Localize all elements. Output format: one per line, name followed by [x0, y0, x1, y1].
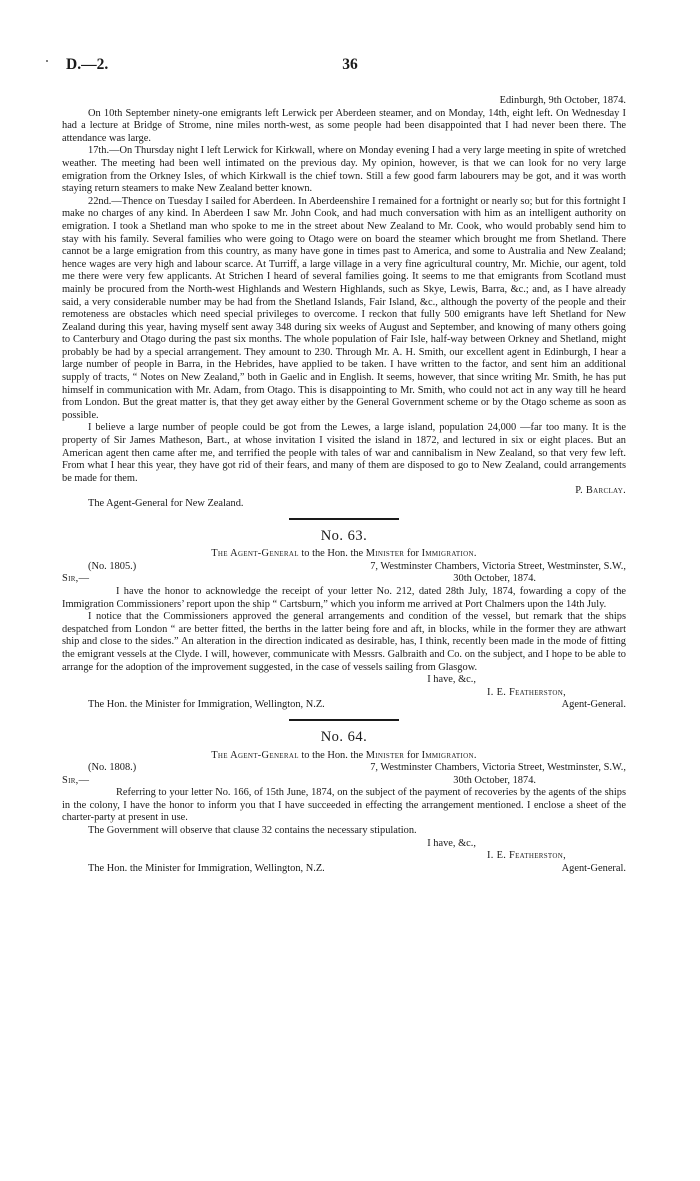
letter1-paragraph: 17th.—On Thursday night I left Lerwick for Kirkwall, where on Monday evening I had a very large meeting in spite of wretched weather. The meeting had been well intimated on the previous day. My opinion, however, is that we can look for no very large emigration from the Orkney Isles, of which Kirkwall is the chief town. Still a few good farm labourers may be got, and it was worth staying return steamers to make New Zealand better known. — [62, 145, 626, 195]
letter3-paragraph: Referring to your letter No. 166, of 15th June, 1874, on the subject of the payment of recoveries by the agents of the ships in the colony, I have the honor to inform you that I have succeeded in effecting the arrangement mentioned. I enclose a sheet of the charter-party at present in use. — [62, 787, 626, 824]
letter2-title: Agent-General. — [561, 699, 626, 711]
letter3-signature: I. E. Featherston, — [487, 850, 566, 862]
letter3-heading-to: to the Hon. the — [301, 749, 364, 761]
letter3-ref-line — [62, 762, 626, 775]
letter1-paragraph: I believe a large number of people could be got from the Lewes, a large island, population 24,000 —far too many. It is the property of Sir James Matheson, Bart., at whose invitation I visited the island in 1872, and lectured in six or eight places. But an American agent then came after me, and terrified the people with tales of war and cannibalism in New Zealand, so that very few left. From what I hear this year, they have got rid of their fears, and many of them are disposed to go to New Zealand, could arrangements be made for them. — [62, 422, 626, 484]
letter3-heading-dept: Immigration. — [421, 749, 477, 761]
letter2-recipient: The Hon. the Minister for Immigration, Wellington, N.Z. — [88, 699, 325, 711]
letter1-paragraph: 22nd.—Thence on Tuesday I sailed for Aberdeen. In Aberdeenshire I remained for a fortnight or nearly so; but for this fortnight I make no charges of any kind. In Aberdeen I saw Mr. John Cook, and had much conversation with him as an intelligent authority on emigration. I took a Shetland man who spoke to me in the street about New Zealand to Mr. Cook, who would probably send him to stay with his family. Several families who were going to Otago were on board the steamer which brought me from Shetland. There cannot be a large emigration from this country, as many have gone in times past to America, and some to Australia and New Zealand; hence wages are very high and labour scarce. At Turriff, a large village in a very fine agricultural country, Mr. Michie, our agent, told me there were very few applicants. At Strichen I heard of several families going. It seems to me that emigrants from Scotland must mainly be procured from the North-west Highlands and Western Highlands, such as Skye, Lewis, Barra, &c.; and, as I have already said, a very considerable number may be had from the Shetland Islands, Fair Island, &c., although the poverty of the people and their remoteness are obstacles which need special privileges to overcome. I reckon that fully 500 emigrants have left Shetland for New Zealand during this year, having myself sent away 348 during six weeks of August and September, and knowing of many others going to Canterbury and Otago during the past six months. The whole population of Fair Isle, half-way between Orkney and Shetland, might probably be had by a special arrangement. They amount to 230. Through Mr. A. H. Smith, our excellent agent in Edinburgh, I hear a large number of people in Barra, in the Hebrides, have applied to be taken. I have written to the factor, and sent him an additional supply of tracts, “ Notes on New Zealand,” both in Gaelic and in English. It seems, however, that since writing Mr. Smith, he has put himself in communication with Mr. Adam, from Otago. This is disappointing to Mr. Smith, who could not act in any way till he heard from London. But the great matter is, that they get away either by the General Government scheme or by the Otago scheme as soon as possible. — [62, 195, 626, 421]
letter2-paragraph: I have the honor to acknowledge the receipt of your letter No. 212, dated 28th July, 1874, fowarding a copy of the Immigration Commissioners’ report upon the ship “ Cartsburn,” which you inform me arrived at Port Chalmers upon the 14th July. — [62, 585, 626, 610]
letter2-number: No. 63. — [320, 527, 368, 544]
letter3-address: 7, Westminster Chambers, Victoria Street, Westminster, S.W., — [370, 762, 626, 774]
letter3-title: Agent-General. — [561, 862, 626, 874]
letter1-place-date: Edinburgh, 9th October, 1874. — [499, 95, 626, 106]
letter3-recipient: The Hon. the Minister for Immigration, Wellington, N.Z. — [88, 862, 325, 874]
letter2-heading-dept: Immigration. — [421, 548, 477, 560]
letter2-closing: I have, &c., — [427, 674, 476, 686]
letter3-ref: (No. 1808.) — [88, 762, 137, 774]
letter2-salutation: Sir,— — [62, 573, 90, 585]
letter3-heading-minister: Minister — [365, 749, 405, 761]
section-divider — [289, 518, 399, 520]
page-number: 36 — [342, 56, 358, 73]
letter3-paragraph: The Government will observe that clause 32 contains the necessary stipulation. — [88, 825, 417, 837]
letter2-heading-from: The Agent-General — [211, 548, 299, 560]
letter2-ref-line — [62, 561, 626, 574]
letter2-ref: (No. 1805.) — [88, 560, 137, 572]
letter2-signature: I. E. Featherston, — [487, 686, 566, 698]
letter2-address: 7, Westminster Chambers, Victoria Street, Westminster, S.W., — [370, 560, 626, 572]
letter3-recipient-line — [62, 863, 626, 876]
letter1-paragraph: On 10th September ninety-one emigrants left Lerwick per Aberdeen steamer, and on Monday, 14th, eight left. On Wednesday I had a lecture at Bridge of Strome, nine miles north-west, as some people had been disappointed that I had never been there. The attendance was large. — [62, 107, 626, 144]
letter2-date: 30th October, 1874. — [453, 573, 536, 585]
letter2-heading — [62, 548, 626, 561]
letter2-recipient-line — [62, 699, 626, 712]
letter3-heading-for: for — [406, 749, 419, 761]
letter3-salutation-line — [62, 775, 626, 788]
letter3-date: 30th October, 1874. — [453, 774, 536, 786]
letter1-addressee: The Agent-General for New Zealand. — [88, 498, 244, 509]
letter3-heading-from: The Agent-General — [211, 749, 299, 761]
letter2-heading-minister: Minister — [365, 548, 405, 560]
letter3-heading — [62, 750, 626, 763]
letter3-salutation: Sir,— — [62, 774, 90, 786]
letter2-heading-to: to the Hon. the — [301, 548, 364, 560]
letter2-paragraph: I notice that the Commissioners approved the general arrangements and condition of the vessel, but remark that the ships despatched from London “ are better fitted, the berths in the latter being fore and aft, in blocks, while in the former they are athwart ship and close to the sides.” An alteration in the direction indicated as desirable, has, I think, recently been made in the mode of fitting the emigrant vessels at the Clyde. I will, however, communicate with Messrs. Galbraith and Co. on the subject, and I hope to be able to arrange for the adoption of the improvement suggested, in the case of vessels sailing from Glasgow. — [62, 611, 626, 673]
letter2-salutation-line — [62, 573, 626, 586]
letter3-number: No. 64. — [320, 728, 368, 745]
document-body — [62, 95, 626, 875]
doc-reference: D.—2. — [66, 56, 109, 73]
letter2-heading-for: for — [406, 548, 419, 560]
letter1-signature: P. Barclay. — [575, 485, 626, 497]
letter3-closing: I have, &c., — [427, 837, 476, 849]
section-divider — [289, 719, 399, 721]
